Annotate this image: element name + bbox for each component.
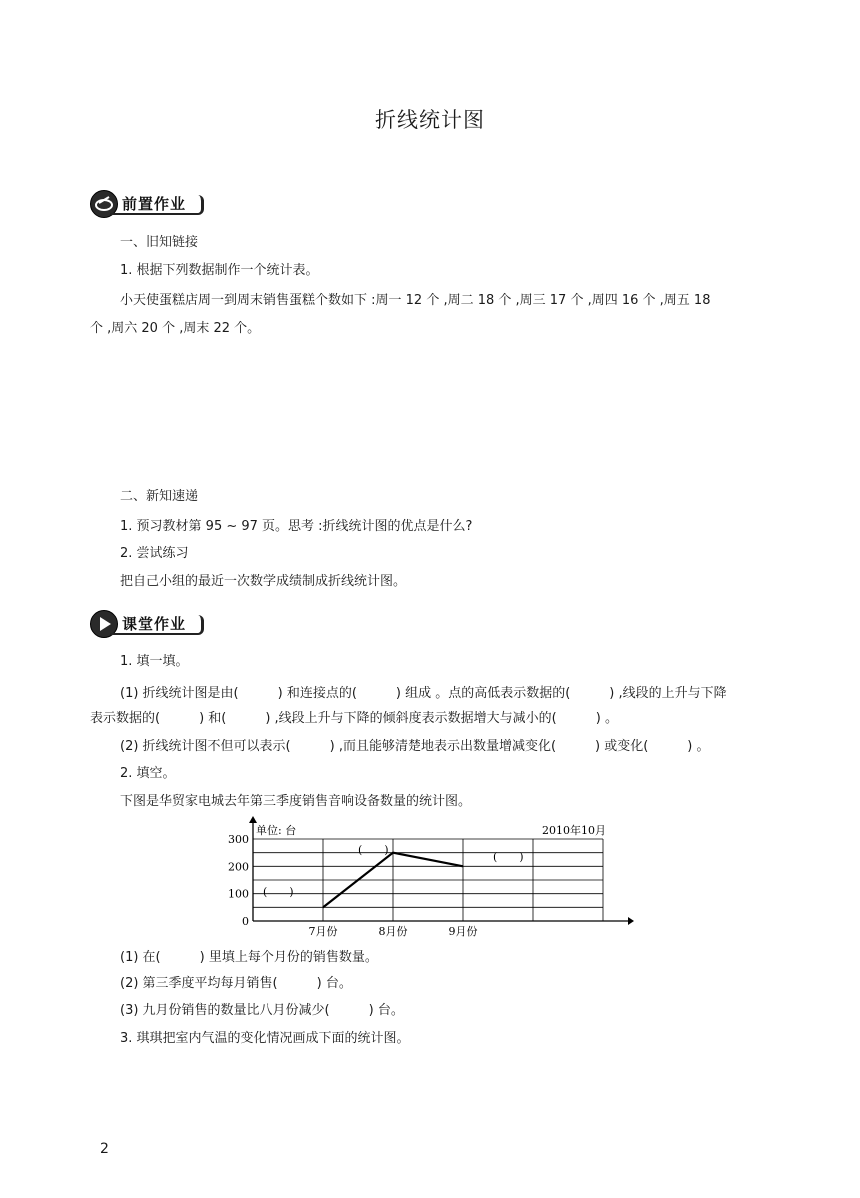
- cake-data-line2: 个 ,周六 20 个 ,周末 22 个。: [90, 321, 261, 336]
- chart-intro: 下图是华贸家电城去年第三季度销售音响设备数量的统计图。: [120, 794, 472, 809]
- fill-item-2: (2) 折线统计图不但可以表示( ) ,而且能够清楚地表示出数量增减变化( ) 或变化( ) 。: [120, 739, 710, 754]
- section-title-class: 课堂作业: [110, 615, 204, 635]
- page-title: 折线统计图: [375, 108, 485, 132]
- y-axis-arrow: [249, 816, 257, 823]
- section-badge-pre: [90, 190, 210, 218]
- preview-question: 1. 预习教材第 95 ~ 97 页。思考 :折线统计图的优点是什么?: [120, 519, 473, 534]
- question-1: 1. 根据下列数据制作一个统计表。: [120, 263, 319, 278]
- sub-question-2: (2) 第三季度平均每月销售( ) 台。: [120, 976, 352, 991]
- date-label: 2010年10月: [542, 824, 606, 837]
- x-category-label: 7月份: [308, 925, 338, 938]
- section-title-pre: 前置作业: [110, 195, 204, 215]
- page-number: 2: [100, 1141, 109, 1157]
- blank-label: ( ): [358, 843, 389, 857]
- x-category-label: 8月份: [378, 925, 408, 938]
- fill-question: 1. 填一填。: [120, 654, 189, 669]
- y-tick-label: 100: [228, 887, 249, 901]
- section-badge-class: [90, 610, 210, 638]
- heading-new-knowledge: 二、新知速递: [120, 489, 199, 504]
- try-practice: 2. 尝试练习: [120, 546, 189, 561]
- sub-question-1: (1) 在( ) 里填上每个月份的销售数量。: [120, 950, 378, 965]
- chart-grid: [253, 839, 603, 921]
- blank-question: 2. 填空。: [120, 766, 176, 781]
- x-category-label: 9月份: [448, 925, 478, 938]
- x-axis-arrow: [628, 917, 634, 925]
- y-tick-label: 300: [228, 833, 249, 846]
- sub-question-3: (3) 九月份销售的数量比八月份减少( ) 台。: [120, 1003, 404, 1018]
- heading-old-knowledge: 一、旧知链接: [120, 235, 199, 250]
- y-tick-label: 200: [228, 860, 249, 874]
- fill-item-1-line1: (1) 折线统计图是由( ) 和连接点的( ) 组成 。点的高低表示数据的( ) ,线段的上升与下降: [120, 686, 727, 701]
- y-tick-label: 0: [242, 915, 249, 928]
- fill-item-1-line2: 表示数据的( ) 和( ) ,线段上升与下降的倾斜度表示数据增大与减小的( ) 。: [90, 711, 618, 726]
- try-practice-task: 把自己小组的最近一次数学成绩制成折线统计图。: [120, 574, 407, 589]
- blank-label: ( ): [493, 850, 524, 864]
- cake-data-line1: 小天使蛋糕店周一到周末销售蛋糕个数如下 :周一 12 个 ,周二 18 个 ,周三 17 个 ,周四 16 个 ,周五 18: [120, 293, 711, 308]
- question-3-temperature: 3. 琪琪把室内气温的变化情况画成下面的统计图。: [120, 1031, 410, 1046]
- sales-line-chart: [220, 815, 640, 940]
- blank-label: ( ): [263, 885, 294, 899]
- unit-label: 单位: 台: [256, 824, 297, 837]
